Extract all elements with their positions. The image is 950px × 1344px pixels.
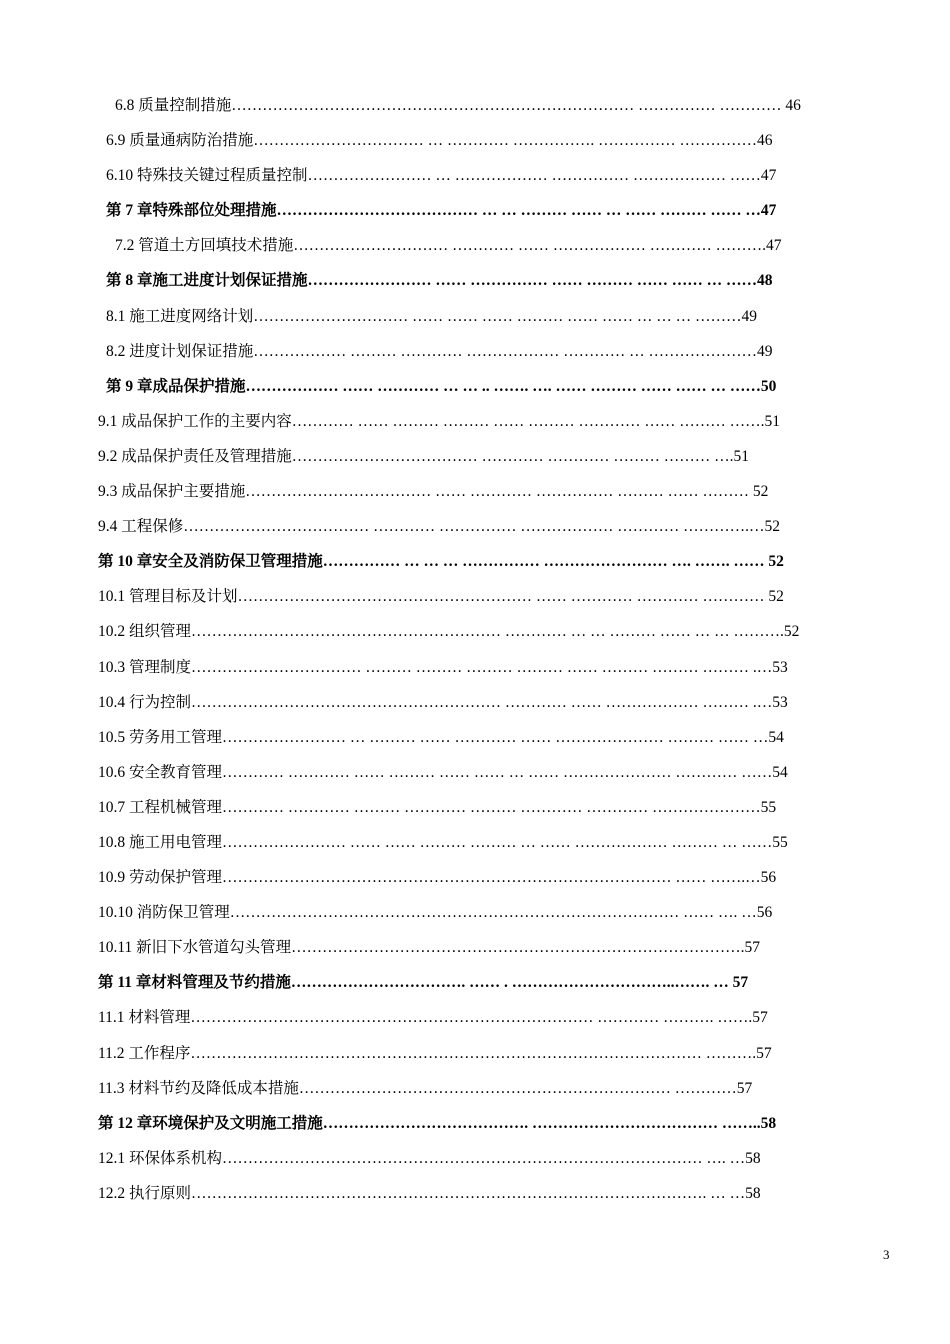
toc-entry-text: 6.8 质量控制措施…………………………………………………………………… …………… ………… 46	[115, 97, 801, 114]
toc-entry-text: 第 10 章安全及消防保卫管理措施…………… … … … …………… …………………… …. ……. …… 52	[98, 553, 784, 571]
toc-entry-text: 8.2 进度计划保证措施……………… ……… ………… ……………… ………… … …………………49	[106, 342, 773, 360]
toc-section-entry	[0, 228, 950, 263]
toc-section-entry	[0, 825, 950, 860]
toc-section-entry	[0, 1000, 950, 1035]
toc-chapter-entry	[0, 193, 950, 228]
toc-chapter-entry	[0, 965, 950, 1000]
toc-section-entry	[0, 88, 950, 123]
toc-section-entry	[0, 158, 950, 193]
toc-section-entry	[0, 439, 950, 474]
toc-chapter-entry	[0, 544, 950, 579]
toc-section-entry	[0, 299, 950, 334]
toc-entry-text: 9.3 成品保护主要措施……………………………… …… ………… …………… ……… …… ……… 52	[98, 483, 769, 501]
toc-entry-text: 10.9 劳动保护管理…………………………………………………………………………… …… …….…56	[98, 869, 777, 887]
toc-section-entry	[0, 720, 950, 755]
toc-entry-text: 10.8 施工用电管理…………………… …… …… ……… ……… … …… ……………… ……… … ……55	[98, 833, 788, 851]
page-number: 3	[883, 1247, 890, 1262]
toc-entry-text: 11.1 材料管理…………………………………………………………………… ………… ………. …….57	[98, 1009, 768, 1027]
toc-entry-text: 第 8 章施工进度计划保证措施…………………… …… …………… …… ……… …… …… … ……48	[106, 272, 773, 290]
toc-section-entry	[0, 509, 950, 544]
toc-entry-text: 第 9 章成品保护措施……………… …… ………… … … .. ……. …. …… ……… …… …… … ……50	[106, 377, 777, 395]
toc-section-entry	[0, 755, 950, 790]
toc-section-entry	[0, 614, 950, 649]
toc-entry-text: 10.6 安全教育管理………… ………… …… ……… …… …… … …… ………………… ………… ……54	[98, 763, 788, 781]
toc-section-entry	[0, 1141, 950, 1176]
toc-entry-text: 8.1 施工进度网络计划………………………… …… …… …… ……… …… …… … … … ………49	[106, 307, 758, 325]
toc-entry-text: 10.10 消防保卫管理…………………………………………………………………………… …… …. …56	[98, 904, 773, 922]
toc-entry-text: 9.2 成品保护责任及管理措施……………………………… ………… ………… ……… ……… ….51	[98, 447, 750, 465]
toc-entry-text: 10.11 新旧下水管道勾头管理…………………………………………………………………………….57	[98, 939, 761, 957]
toc-section-entry	[0, 650, 950, 685]
toc-section-entry	[0, 930, 950, 965]
toc-entry-text: 7.2 管道土方回填技术措施………………………… ………… …… ……………… ………… ……….47	[115, 237, 782, 255]
toc-entry-text: 10.7 工程机械管理………… ………… ……… ………… ……… ………… ………… …………………55	[98, 798, 777, 816]
toc-section-entry	[0, 579, 950, 614]
toc-entry-text: 9.1 成品保护工作的主要内容………… …… ……… ……… …… ……… ………… …… ……… …….51	[98, 412, 781, 430]
toc-entry-text: 第 11 章材料管理及节约措施……………………………. …… . …………………………..……. … 57	[98, 974, 749, 992]
toc-section-entry	[0, 685, 950, 720]
toc-entry-text: 第 12 章环境保护及文明施工措施…………………………………. ……………………………… ……..58	[98, 1114, 777, 1132]
toc-section-entry	[0, 1176, 950, 1211]
toc-section-entry	[0, 1036, 950, 1071]
toc-entry-text: 12.1 环保体系机构………………………………………………………………………………… …. …58	[98, 1149, 761, 1167]
toc-entry-text: 10.2 组织管理…………………………………………………… ………… … … ……… …… … … ……….52	[98, 623, 800, 641]
toc-entry-text: 10.5 劳务用工管理…………………… … ……… …… ………… …… ………………… ……… …… …54	[98, 728, 784, 746]
toc-entry-text: 9.4 工程保修……………………………… ………… …………… ……………… ………… ………….…52	[98, 518, 781, 536]
toc-section-entry	[0, 334, 950, 369]
toc-entry-text: 11.3 材料节约及降低成本措施……………………………………………………………… …………57	[98, 1079, 753, 1097]
toc-chapter-entry	[0, 1106, 950, 1141]
toc-entry-text: 11.2 工作程序……………………………………………………………………………………… ……….57	[98, 1044, 772, 1062]
toc-section-entry	[0, 1071, 950, 1106]
table-of-contents	[0, 88, 950, 1211]
toc-entry-text: 12.2 执行原则………………………………………………………………………………………. … …58	[98, 1184, 761, 1202]
toc-section-entry	[0, 860, 950, 895]
toc-section-entry	[0, 474, 950, 509]
toc-entry-text: 10.4 行为控制…………………………………………………… ………… …… ……………… ……… .…53	[98, 693, 788, 711]
toc-chapter-entry	[0, 369, 950, 404]
toc-section-entry	[0, 790, 950, 825]
toc-entry-text: 6.10 特殊技关键过程质量控制…………………… … ……………… …………… ……………… ……47	[106, 167, 777, 185]
toc-entry-text: 10.3 管理制度…………………………… ……… ……… ……… ……… …… ……… ……… ……… .…53	[98, 658, 788, 676]
toc-entry-text: 6.9 质量通病防治措施…………………………… … ………… ……………. …………… ……………46	[106, 132, 773, 150]
toc-entry-text: 第 7 章特殊部位处理措施………………………………… … … ……… …… … …… ……… …… …47	[106, 202, 777, 220]
toc-section-entry	[0, 895, 950, 930]
toc-section-entry	[0, 404, 950, 439]
toc-section-entry	[0, 123, 950, 158]
toc-entry-text: 10.1 管理目标及计划………………………………………………… …… ………… ………… ………… 52	[98, 588, 784, 606]
toc-chapter-entry	[0, 263, 950, 298]
